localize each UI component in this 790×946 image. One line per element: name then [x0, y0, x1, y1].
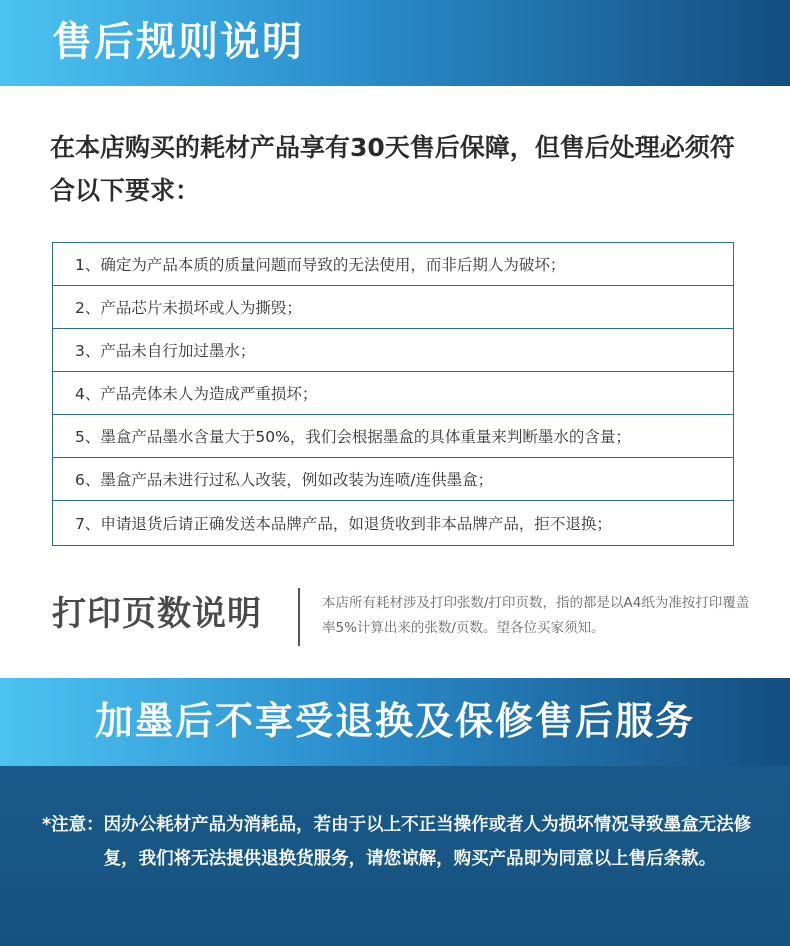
print-pages-title: 打印页数说明	[52, 594, 262, 634]
page-title: 售后规则说明	[52, 19, 304, 65]
notice-text: 因办公耗材产品为消耗品，若由于以上不正当操作或者人为损坏情况导致墨盒无法修复，我们将无法提供退换货服务，请您谅解，购买产品即为同意以上售后条款。	[103, 815, 752, 869]
header-banner	[0, 0, 790, 86]
rules-table	[52, 242, 734, 546]
table-row: 2、产品芯片未损坏或人为撕毁；	[53, 286, 733, 329]
table-row: 4、产品壳体未人为造成严重损坏；	[53, 372, 733, 415]
notice-label: *注意：	[42, 815, 104, 835]
table-row: 7、申请退货后请正确发送本品牌产品，如退货收到非本品牌产品，拒不退换；	[75, 515, 612, 533]
table-row: 6、墨盒产品未进行过私人改装，例如改装为连喷/连供墨盒；	[53, 458, 733, 501]
print-pages-description: 本店所有耗材涉及打印张数/打印页数，指的都是以A4纸为准按打印覆盖率5%计算出来的张数/页数。望各位买家须知。	[322, 595, 750, 636]
table-row: 1、确定为产品本质的质量问题而导致的无法使用，而非后期人为破坏；	[53, 243, 733, 286]
table-row: 3、产品未自行加过墨水；	[53, 329, 733, 372]
service-banner	[0, 678, 790, 766]
intro-text: 在本店购买的耗材产品享有30天售后保障，但售后处理必须符合以下要求：	[50, 133, 735, 205]
table-row: 5、墨盒产品墨水含量大于50%，我们会根据墨盒的具体重量来判断墨水的含量；	[53, 415, 733, 458]
notice	[42, 808, 752, 876]
divider	[298, 588, 300, 646]
service-banner-title: 加墨后不享受退换及保修售后服务	[94, 699, 695, 743]
